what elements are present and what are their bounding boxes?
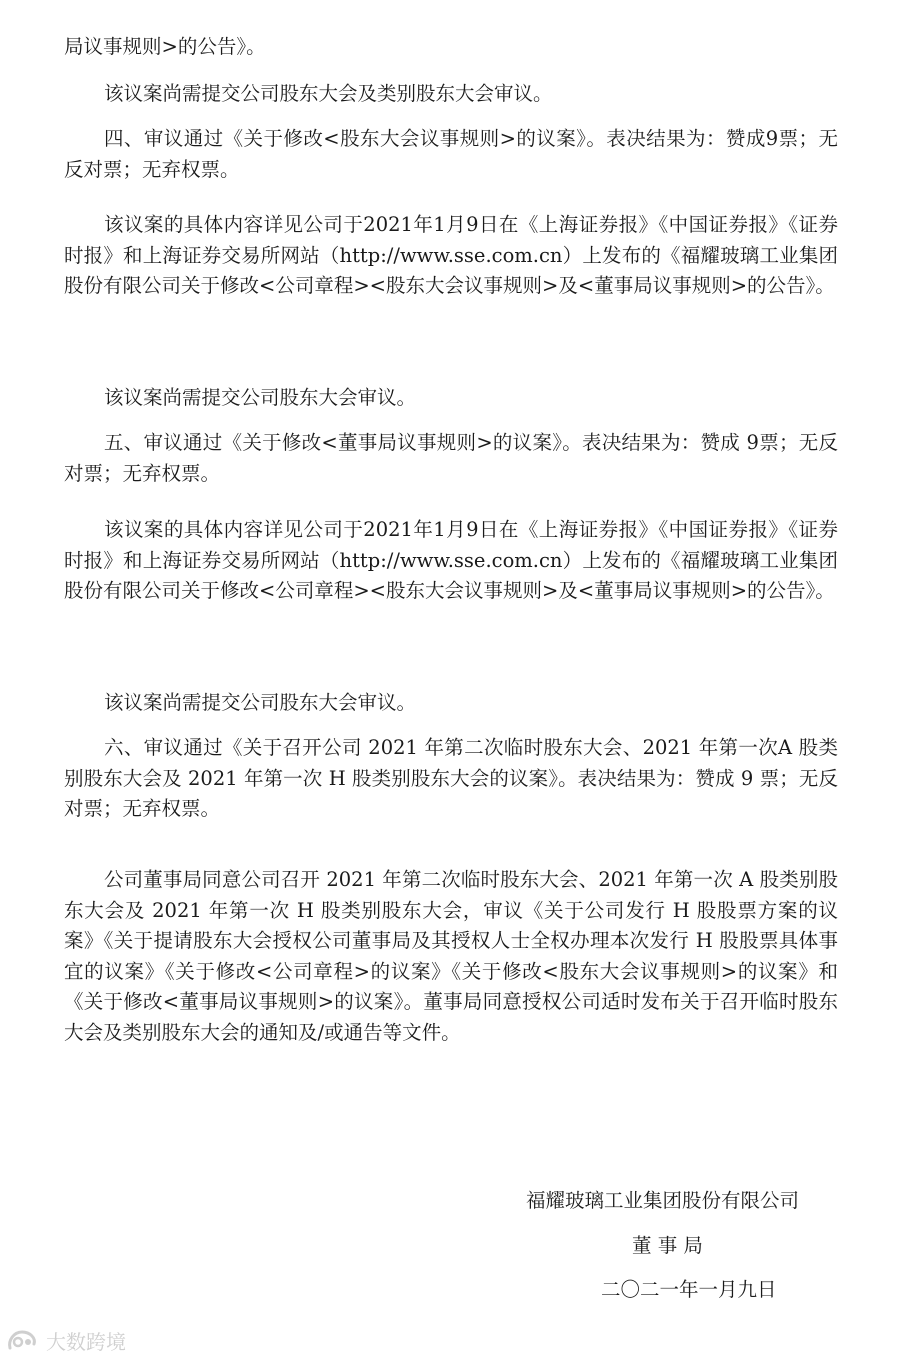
paragraph-6: 五、审议通过《关于修改<董事局议事规则>的议案》。表决结果为：赞成 9票；无反对票；无弃权票。 — [64, 431, 838, 485]
paragraph-2: 该议案尚需提交公司股东大会及类别股东大会审议。 — [104, 82, 553, 105]
watermark — [6, 1326, 126, 1354]
paragraph-5: 该议案尚需提交公司股东大会审议。 — [104, 386, 417, 409]
watermark-text: 大数跨境 — [46, 1329, 126, 1354]
paragraph-3: 四、审议通过《关于修改<股东大会议事规则>的议案》。表决结果为：赞成9票；无反对票；无弃权票。 — [64, 127, 838, 181]
paragraph-7: 该议案的具体内容详见公司于2021年1月9日在《上海证券报》《中国证券报》《证券时报》和上海证券交易所网站（http://www.sse.com.cn）上发布的《福耀玻璃工业集团股份有限公司关于修改<公司章程><股东大会议事规则>及<董事局议事规则>的公告》。 — [64, 518, 838, 602]
paragraph-10: 公司董事局同意公司召开 2021 年第二次临时股东大会、2021 年第一次 A 股类别股东大会及 2021 年第一次 H 股类别股东大会，审议《关于公司发行 H 股股票方案的议案》《关于提请股东大会授权公司董事局及其授权人士全权办理本次发行 H 股股票具体事宜的议案》《关于修改<公司章程>的议案》《关于修改<股东大会议事规则>的议案》和《关于修改<董事局议事规则>的议案》。董事局同意授权公司适时发布关于召开临时股东大会及类别股东大会的通知及/或通告等文件。 — [64, 868, 839, 1044]
brand-logo-icon — [6, 1328, 40, 1352]
paragraph-8: 该议案尚需提交公司股东大会审议。 — [104, 691, 417, 714]
paragraph-4: 该议案的具体内容详见公司于2021年1月9日在《上海证券报》《中国证券报》《证券时报》和上海证券交易所网站（http://www.sse.com.cn）上发布的《福耀玻璃工业集团股份有限公司关于修改<公司章程><股东大会议事规则>及<董事局议事规则>的公告》。 — [64, 213, 838, 297]
signature-board: 董 事 局 — [632, 1234, 703, 1257]
signature-date: 二〇二一年一月九日 — [601, 1278, 777, 1301]
paragraph-1: 局议事规则>的公告》。 — [64, 35, 266, 58]
paragraph-9: 六、审议通过《关于召开公司 2021 年第二次临时股东大会、2021 年第一次A 股类别股东大会及 2021 年第一次 H 股类别股东大会的议案》。表决结果为：赞成 9 票；无反对票；无弃权票。 — [64, 736, 838, 820]
signature-company: 福耀玻璃工业集团股份有限公司 — [526, 1189, 800, 1212]
